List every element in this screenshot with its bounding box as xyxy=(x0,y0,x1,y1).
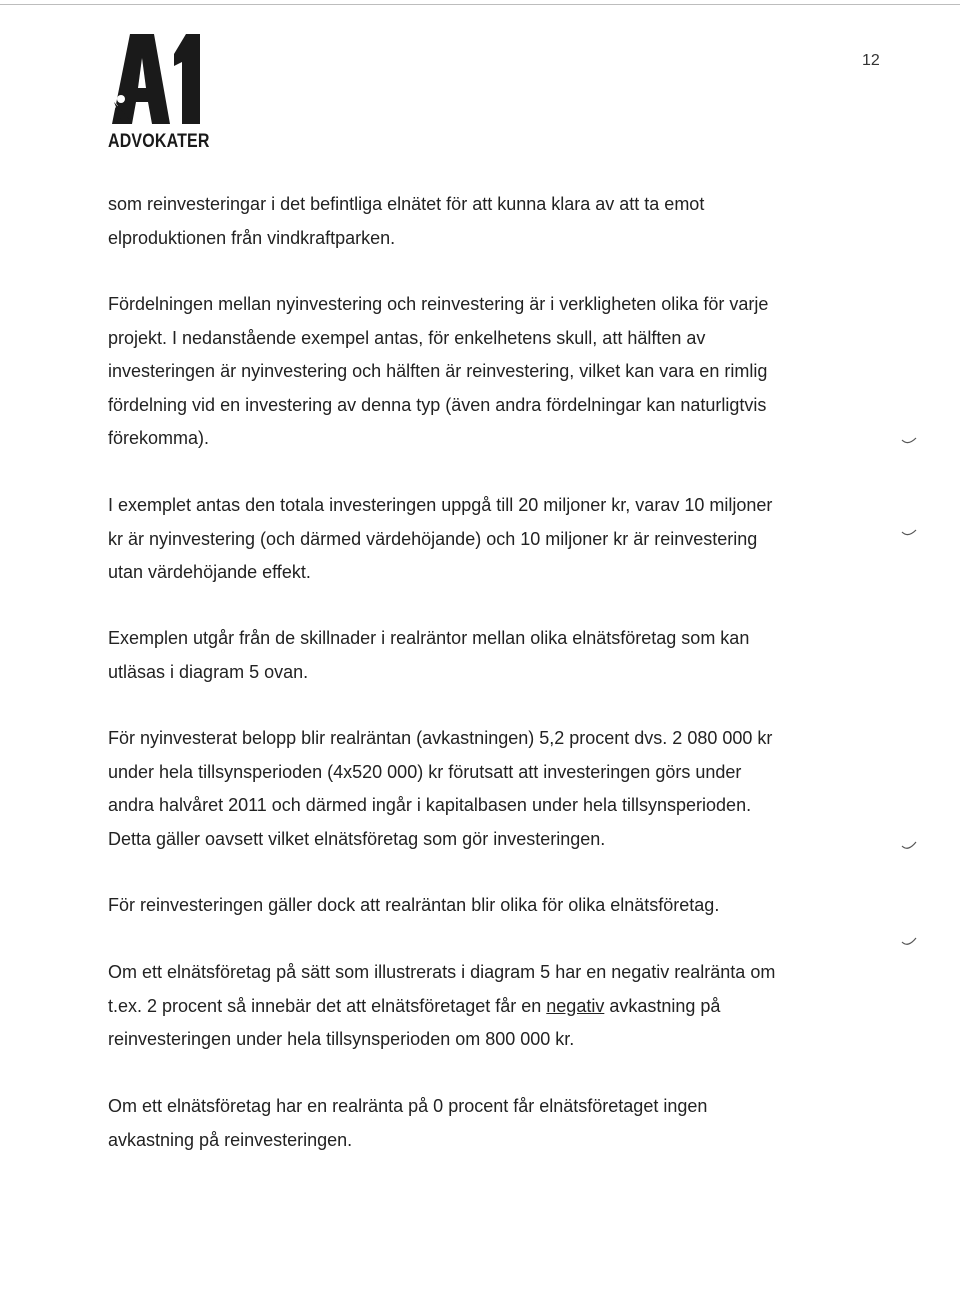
margin-mark xyxy=(900,836,918,854)
text-line: kr är nyinvestering (och därmed värdehöjande) och 10 miljoner kr är reinvestering xyxy=(108,528,758,549)
text-line xyxy=(108,990,838,1024)
text-line: Om ett elnätsföretag på sätt som illustrerats i diagram 5 har en negativ realränta om xyxy=(108,962,776,982)
text-line: utläsas i diagram 5 ovan. xyxy=(108,661,309,682)
paragraph-4 xyxy=(108,622,838,689)
text-line: För nyinvesterat belopp blir realräntan (avkastningen) 5,2 procent dvs. 2 080 000 kr xyxy=(108,728,773,748)
text-line: investeringen är nyinvestering och hälften är reinvestering, vilket kan vara en rimlig xyxy=(108,361,768,381)
text-segment: avkastning på xyxy=(604,995,721,1016)
text-line: Om ett elnätsföretag har en realränta på 0 procent får elnätsföretaget ingen xyxy=(108,1096,708,1116)
logo xyxy=(108,32,218,154)
text-line: under hela tillsynsperioden (4x520 000) kr förutsatt att investeringen görs under xyxy=(108,761,742,782)
top-rule xyxy=(0,4,960,5)
text-line: fördelning vid en investering av denna typ (även andra fördelningar kan naturligtvis xyxy=(108,394,767,415)
paragraph-7 xyxy=(108,956,838,1057)
paragraph-1 xyxy=(108,188,838,255)
text-line: andra halvåret 2011 och därmed ingår i kapitalbasen under hela tillsynsperioden. xyxy=(108,795,752,815)
text-line: reinvesteringen under hela tillsynsperioden om 800 000 kr. xyxy=(108,1029,575,1049)
logo-wordmark: ADVOKATER xyxy=(108,130,210,152)
text-line: Exemplen utgår från de skillnader i realräntor mellan olika elnätsföretag som kan xyxy=(108,628,750,648)
paragraph-3 xyxy=(108,489,838,590)
paragraph-6 xyxy=(108,889,838,923)
text-line: som reinvesteringar i det befintliga elnätet för att kunna klara av att ta emot xyxy=(108,194,705,214)
text-line: Detta gäller oavsett vilket elnätsföretag som gör investeringen. xyxy=(108,828,606,849)
margin-mark xyxy=(900,430,918,448)
text-line: projekt. I nedanstående exempel antas, för enkelhetens skull, att hälften av xyxy=(108,327,706,348)
underlined-word: negativ xyxy=(546,995,605,1016)
text-line: I exemplet antas den totala investeringen uppgå till 20 miljoner kr, varav 10 miljoner xyxy=(108,495,773,515)
text-line: förekomma). xyxy=(108,428,210,448)
text-line: utan värdehöjande effekt. xyxy=(108,562,311,582)
text-line: avkastning på reinvesteringen. xyxy=(108,1129,353,1150)
text-line: För reinvesteringen gäller dock att realräntan blir olika för olika elnätsföretag. xyxy=(108,895,720,915)
text-line: elproduktionen från vindkraftparken. xyxy=(108,227,396,248)
text-line: Fördelningen mellan nyinvestering och reinvestering är i verkligheten olika för varje xyxy=(108,294,769,314)
margin-mark xyxy=(900,522,918,540)
page-number: 12 xyxy=(862,52,880,69)
paragraph-2 xyxy=(108,288,838,456)
paragraph-8 xyxy=(108,1090,838,1157)
text-segment: t.ex. 2 procent så innebär det att elnätsföretaget får en xyxy=(108,995,547,1016)
paragraph-5 xyxy=(108,722,838,856)
a1-logo-mark xyxy=(108,32,204,124)
margin-mark xyxy=(900,932,918,950)
